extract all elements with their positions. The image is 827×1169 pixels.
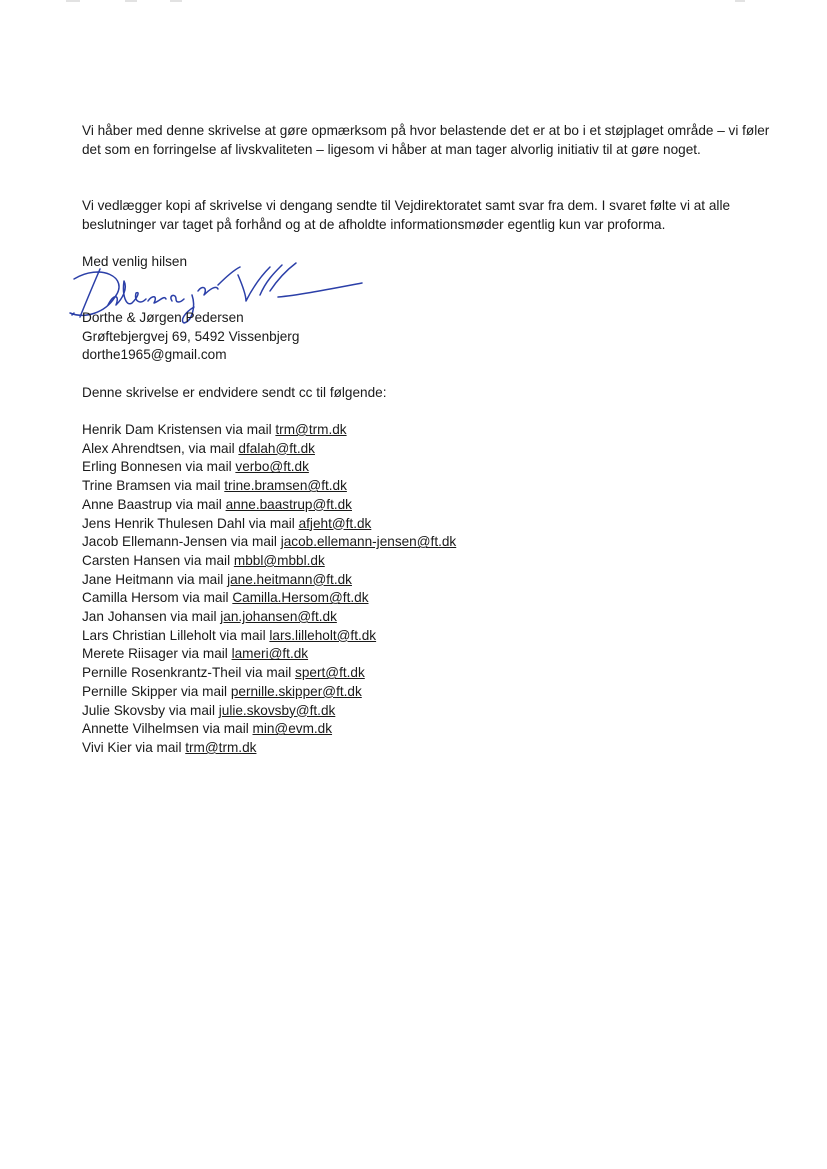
cc-recipient <box>82 664 456 683</box>
cc-recipient-text: Pernille Skipper via mail <box>82 683 231 699</box>
cc-recipient <box>82 477 456 496</box>
body-paragraph-2: Vi vedlægger kopi af skrivelse vi dengang sendte til Vejdirektoratet samt svar fra dem. I svaret følte vi at alle beslutninger var taget på forhånd og at de afholdte informationsmøder egentlig kun var proforma. <box>82 198 731 232</box>
cc-recipient-email-link[interactable]: spert@ft.dk <box>295 665 365 681</box>
scan-artifact <box>170 0 182 2</box>
cc-recipient-email-link[interactable]: julie.skovsby@ft.dk <box>218 702 336 718</box>
cc-recipient-email-link[interactable]: mbbl@mbbl.dk <box>233 552 325 568</box>
sender-name: Dorthe & Jørgen Pedersen <box>82 310 244 325</box>
cc-recipient-text: Carsten Hansen via mail <box>82 552 234 568</box>
cc-recipient-text: Lars Christian Lilleholt via mail <box>82 627 270 643</box>
cc-recipient <box>82 440 456 459</box>
cc-recipient <box>82 683 456 702</box>
cc-recipient <box>82 458 456 477</box>
cc-recipient-email-link[interactable]: jan.johansen@ft.dk <box>220 609 337 625</box>
scan-artifact <box>125 0 137 2</box>
cc-recipient-email-link[interactable]: trm@trm.dk <box>185 739 257 755</box>
cc-recipient-email-link[interactable]: afjeht@ft.dk <box>298 515 372 531</box>
scan-artifact <box>735 0 745 2</box>
cc-recipient-text: Jan Johansen via mail <box>82 609 221 625</box>
cc-recipient-email-link[interactable]: trine.bramsen@ft.dk <box>224 478 347 494</box>
cc-recipient-email-link[interactable]: pernille.skipper@ft.dk <box>230 683 362 699</box>
cc-recipient <box>82 627 456 646</box>
cc-recipient-email-link[interactable]: jane.heitmann@ft.dk <box>227 571 352 587</box>
cc-recipient-text: Alex Ahrendtsen, via mail <box>82 440 239 456</box>
cc-recipient-text: Trine Bramsen via mail <box>82 478 225 494</box>
cc-recipient-text: Anne Baastrup via mail <box>82 496 226 512</box>
cc-recipient-email-link[interactable]: trm@trm.dk <box>275 422 347 437</box>
cc-recipient <box>82 608 456 627</box>
cc-recipient-text: Jens Henrik Thulesen Dahl via mail <box>82 515 299 531</box>
cc-recipient <box>82 421 456 440</box>
cc-recipient-text: Pernille Rosenkrantz-Theil via mail <box>82 665 296 681</box>
cc-recipient-email-link[interactable]: min@evm.dk <box>252 721 333 737</box>
cc-recipient-email-link[interactable]: Camilla.Hersom@ft.dk <box>232 590 369 606</box>
cc-recipient <box>82 533 456 552</box>
cc-recipient-email-link[interactable]: lars.lilleholt@ft.dk <box>269 627 377 643</box>
cc-recipient <box>82 496 456 515</box>
cc-recipient <box>82 515 456 534</box>
body-paragraph-1: Vi håber med denne skrivelse at gøre opmærksom på hvor belastende det er at bo i et støjplaget område – vi føler det som en forringelse af livskvaliteten – ligesom vi håber at man tager alvorlig initiativ til at gøre noget. <box>82 123 770 157</box>
cc-recipient-text: Erling Bonnesen via mail <box>82 459 236 475</box>
cc-recipient-text: Annette Vilhelmsen via mail <box>82 721 253 737</box>
cc-intro: Denne skrivelse er endvidere sendt cc til følgende: <box>82 385 387 400</box>
cc-recipient-email-link[interactable]: dfalah@ft.dk <box>238 440 315 456</box>
cc-recipient <box>82 571 456 590</box>
cc-recipient-email-link[interactable]: jacob.ellemann-jensen@ft.dk <box>280 534 457 550</box>
cc-recipient <box>82 645 456 664</box>
cc-recipient-email-link[interactable]: anne.baastrup@ft.dk <box>225 496 352 512</box>
cc-recipient-text: Vivi Kier via mail <box>82 739 186 755</box>
cc-recipient-text: Merete Riisager via mail <box>82 646 232 662</box>
cc-recipient-email-link[interactable]: verbo@ft.dk <box>235 459 309 475</box>
cc-recipient-email-link[interactable]: lameri@ft.dk <box>231 646 309 662</box>
cc-recipient <box>82 739 456 758</box>
cc-recipient-text: Camilla Hersom via mail <box>82 590 233 606</box>
closing-salutation: Med venlig hilsen <box>82 254 188 269</box>
sender-email: dorthe1965@gmail.com <box>82 347 227 362</box>
cc-recipient-text: Henrik Dam Kristensen via mail <box>82 422 276 437</box>
cc-recipient-text: Julie Skovsby via mail <box>82 702 219 718</box>
cc-recipient-list <box>82 421 456 758</box>
cc-recipient <box>82 720 456 739</box>
cc-recipient <box>82 589 456 608</box>
cc-recipient-text: Jacob Ellemann-Jensen via mail <box>82 534 281 550</box>
cc-recipient-text: Jane Heitmann via mail <box>82 571 228 587</box>
scan-artifact <box>66 0 80 2</box>
cc-recipient <box>82 702 456 721</box>
cc-recipient <box>82 552 456 571</box>
sender-address: Grøftebjergvej 69, 5492 Vissenbjerg <box>82 329 300 344</box>
